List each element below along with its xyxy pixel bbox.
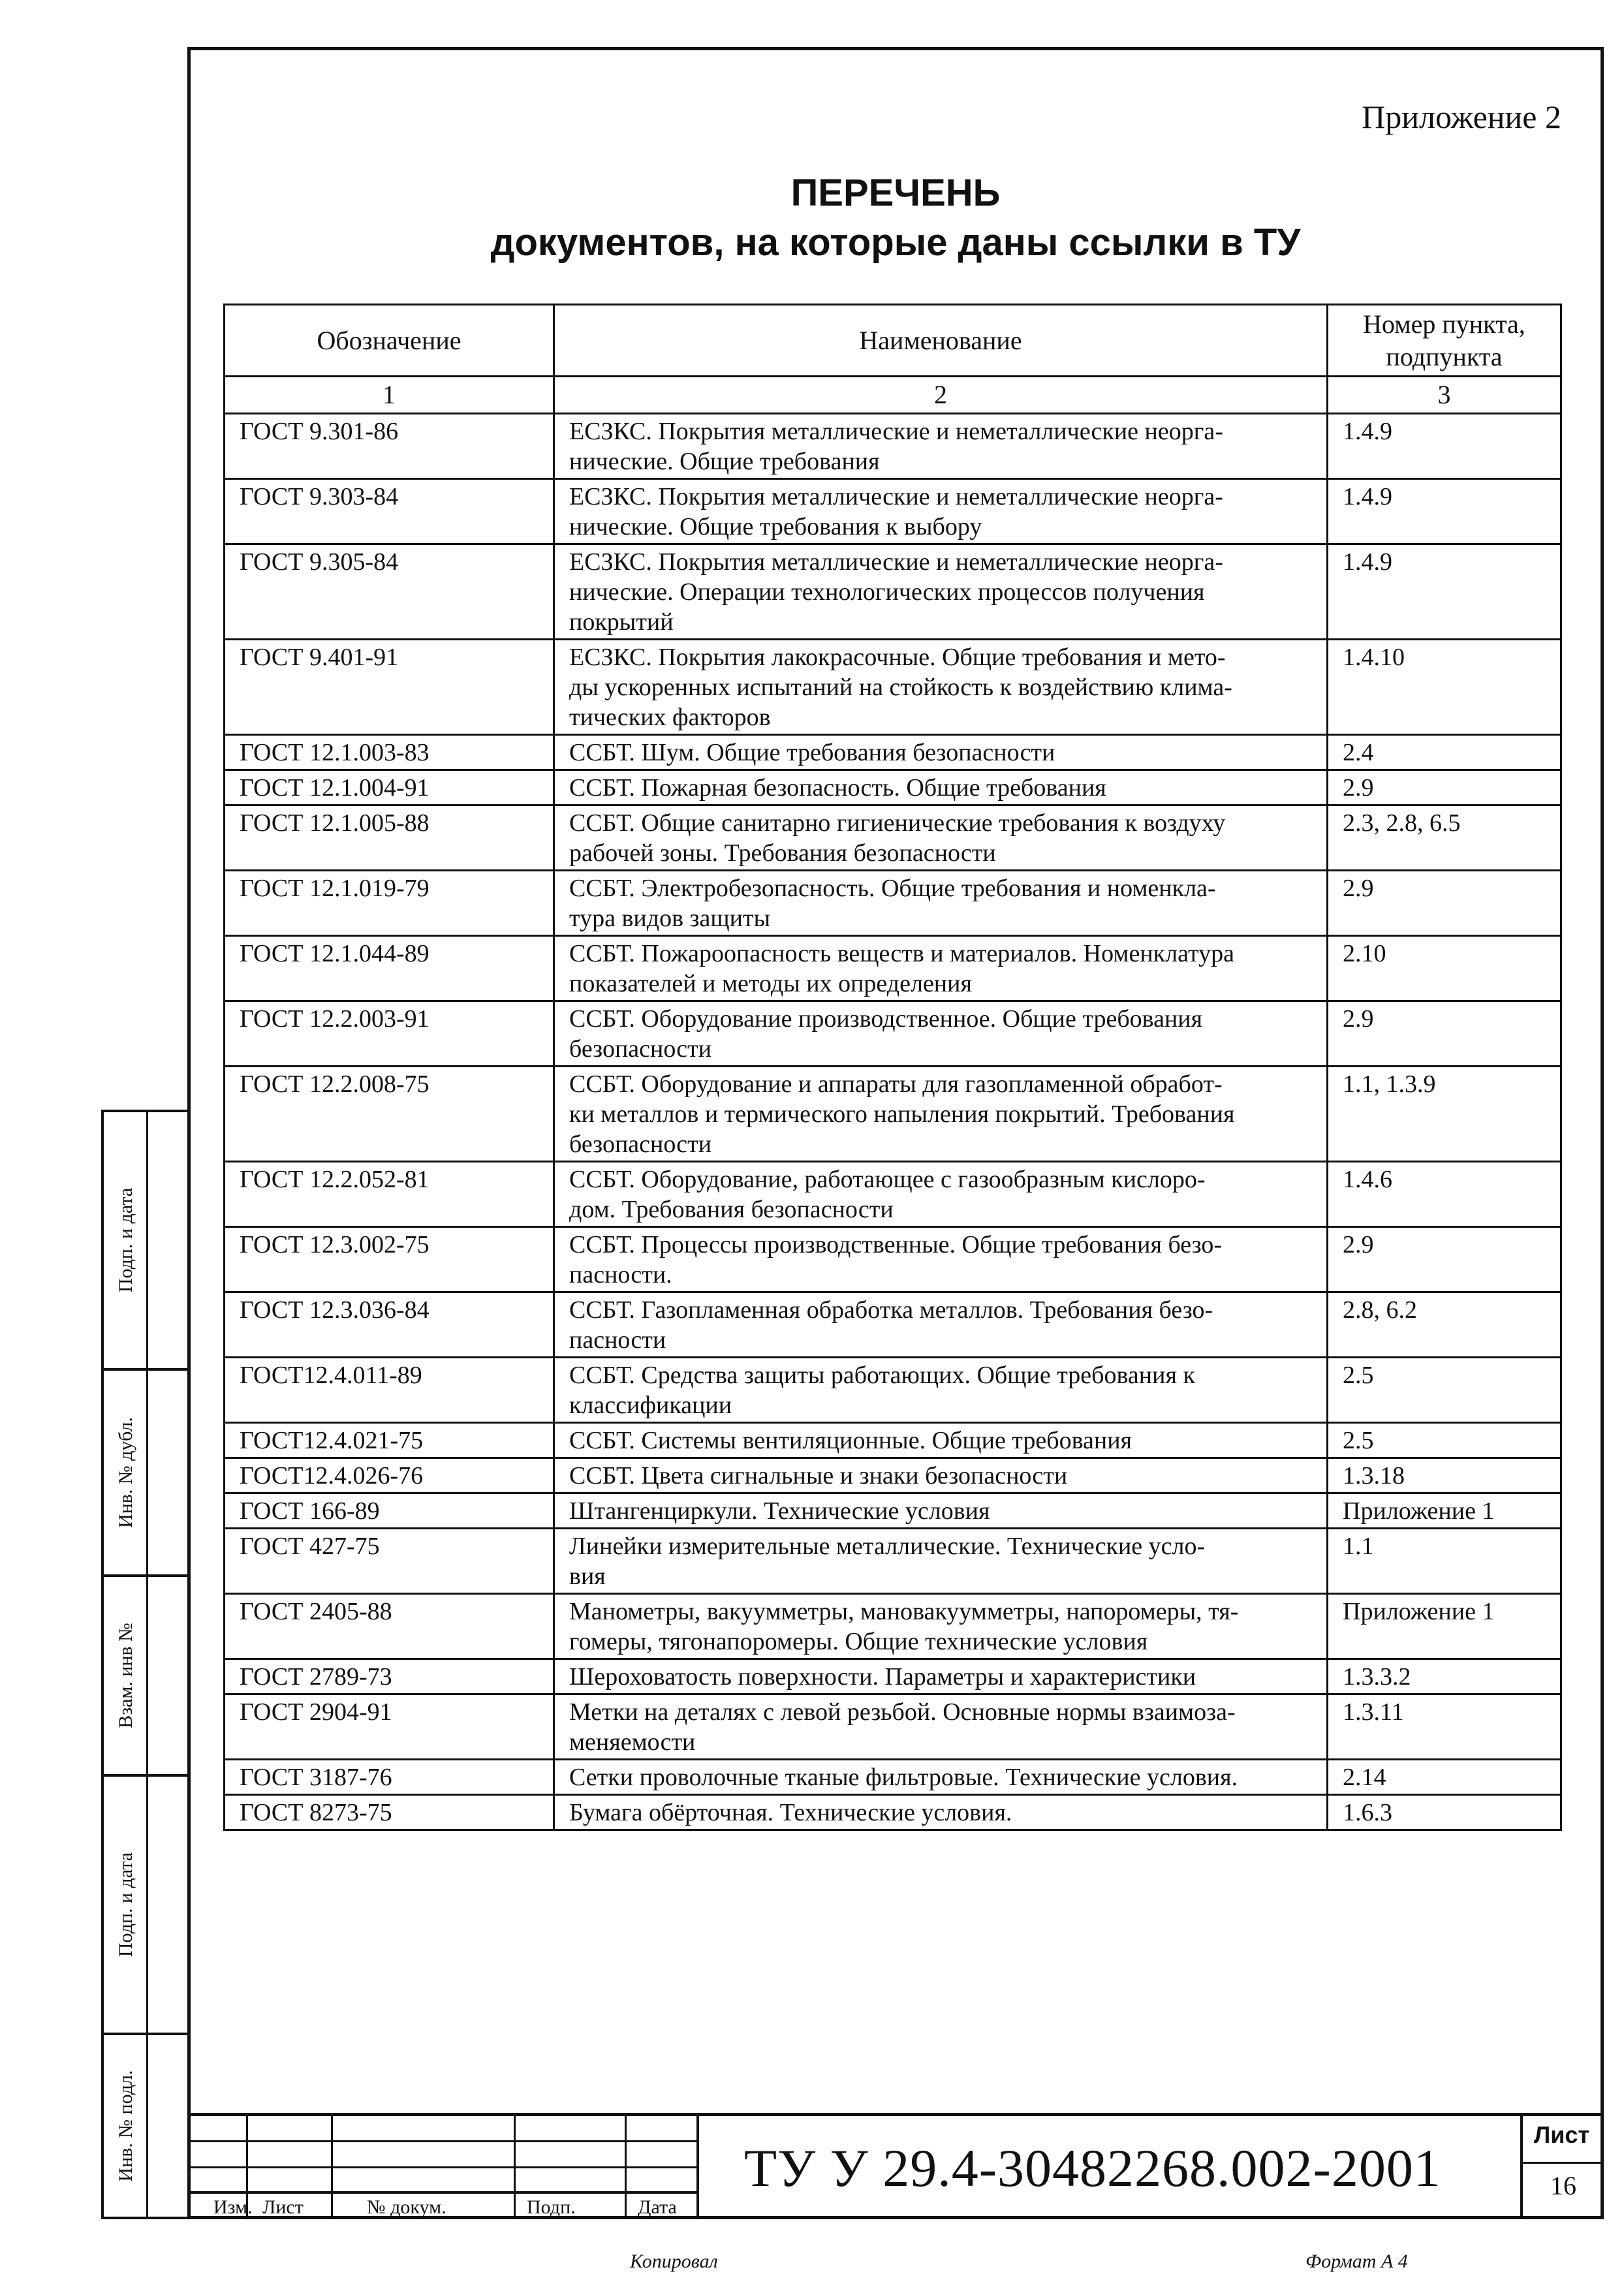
table-row [225, 544, 1561, 640]
cell-name: ССБТ. Системы вентиляционные. Общие требования [554, 1423, 1328, 1458]
cell-designation: ГОСТ 2904-91 [225, 1694, 554, 1760]
stamp-label: Взам. инв № [115, 1623, 136, 1728]
cell-item-number: 1.4.9 [1328, 479, 1561, 544]
caption-sheet: Лист [262, 2196, 304, 2218]
table-row [225, 1795, 1561, 1830]
cell-designation: ГОСТ 166-89 [225, 1493, 554, 1529]
cell-designation: ГОСТ 12.1.003-83 [225, 735, 554, 770]
cell-designation: ГОСТ 12.2.008-75 [225, 1067, 554, 1162]
table-row [225, 1458, 1561, 1493]
cell-name: ЕСЗКС. Покрытия металлические и неметаллические неорга- нические. Операции технологических процессов получения покрытий [554, 544, 1328, 640]
cell-designation: ГОСТ 12.1.019-79 [225, 871, 554, 936]
column-number: 2 [554, 377, 1328, 414]
cell-designation: ГОСТ 9.301-86 [225, 414, 554, 479]
column-number: 3 [1328, 377, 1561, 414]
cell-name: ЕСЗКС. Покрытия металлические и неметаллические неорга- нические. Общие требования к выбору [554, 479, 1328, 544]
column-number: 1 [225, 377, 554, 414]
cell-item-number: 1.6.3 [1328, 1795, 1561, 1830]
document-title: ПЕРЕЧЕНЬ [790, 172, 1001, 214]
copied-by-label: Копировал [630, 2251, 718, 2272]
stamp-cell [101, 1774, 191, 2035]
cell-designation: ГОСТ 12.2.003-91 [225, 1001, 554, 1067]
sheet-number: 16 [1550, 2171, 1576, 2200]
header-name: Наименование [554, 305, 1328, 377]
document-subtitle: документов, на которые даны ссылки в ТУ [490, 221, 1301, 264]
table-row [225, 1162, 1561, 1227]
stamp-label: Инв. № дубл. [115, 1417, 136, 1528]
table-row [225, 936, 1561, 1001]
sheet-label: Лист [1534, 2121, 1590, 2148]
cell-designation: ГОСТ 12.1.044-89 [225, 936, 554, 1001]
cell-item-number: 1.4.9 [1328, 414, 1561, 479]
cell-designation: ГОСТ 3187-76 [225, 1760, 554, 1795]
cell-designation: ГОСТ 2789-73 [225, 1659, 554, 1694]
cell-item-number: Приложение 1 [1328, 1493, 1561, 1529]
cell-designation: ГОСТ 12.3.036-84 [225, 1292, 554, 1358]
caption-signature: Подп. [527, 2196, 576, 2218]
cell-item-number: 2.3, 2.8, 6.5 [1328, 805, 1561, 871]
appendix-label: Приложение 2 [1362, 99, 1561, 135]
caption-date: Дата [638, 2196, 677, 2218]
cell-item-number: 1.4.6 [1328, 1162, 1561, 1227]
cell-item-number: 2.8, 6.2 [1328, 1292, 1561, 1358]
table-row [225, 871, 1561, 936]
table-row [225, 414, 1561, 479]
cell-item-number: 1.4.9 [1328, 544, 1561, 640]
cell-name: Бумага обёрточная. Технические условия. [554, 1795, 1328, 1830]
cell-name: ССБТ. Оборудование и аппараты для газопламенной обработ- ки металлов и термического напыления покрытий. Требования безопасности [554, 1067, 1328, 1162]
left-margin-stamp [101, 1110, 191, 2219]
cell-designation: ГОСТ12.4.011-89 [225, 1358, 554, 1423]
cell-name: ССБТ. Общие санитарно гигиенические требования к воздуху рабочей зоны. Требования безопасности [554, 805, 1328, 871]
header-item-number: Номер пункта, подпункта [1328, 305, 1561, 377]
cell-designation: ГОСТ 12.1.004-91 [225, 770, 554, 805]
table-row [225, 1694, 1561, 1760]
cell-designation: ГОСТ 12.3.002-75 [225, 1227, 554, 1292]
cell-name: ССБТ. Средства защиты работающих. Общие требования к классификации [554, 1358, 1328, 1423]
cell-item-number: 2.9 [1328, 770, 1561, 805]
caption-change: Изм. [213, 2196, 253, 2218]
table-row [225, 1493, 1561, 1529]
cell-item-number: 2.5 [1328, 1358, 1561, 1423]
table-row [225, 640, 1561, 735]
table-row [225, 1760, 1561, 1795]
table-row [225, 1001, 1561, 1067]
cell-item-number: 2.4 [1328, 735, 1561, 770]
cell-name: Шероховатость поверхности. Параметры и характеристики [554, 1659, 1328, 1694]
cell-designation: ГОСТ 12.1.005-88 [225, 805, 554, 871]
cell-item-number: 1.3.3.2 [1328, 1659, 1561, 1694]
stamp-cell [101, 1368, 191, 1577]
cell-name: Метки на деталях с левой резьбой. Основные нормы взаимоза- меняемости [554, 1694, 1328, 1760]
cell-name: ССБТ. Цвета сигнальные и знаки безопасности [554, 1458, 1328, 1493]
stamp-cell [101, 2033, 191, 2219]
caption-document-number: № докум. [367, 2196, 446, 2218]
table-row [225, 1529, 1561, 1594]
cell-designation: ГОСТ 8273-75 [225, 1795, 554, 1830]
cell-name: ССБТ. Пожароопасность веществ и материалов. Номенклатура показателей и методы их определения [554, 936, 1328, 1001]
cell-item-number: 2.9 [1328, 1227, 1561, 1292]
cell-item-number: 2.5 [1328, 1423, 1561, 1458]
cell-item-number: 2.14 [1328, 1760, 1561, 1795]
cell-item-number: 1.3.11 [1328, 1694, 1561, 1760]
cell-item-number: 2.10 [1328, 936, 1561, 1001]
table-row [225, 1659, 1561, 1694]
cell-designation: ГОСТ 9.305-84 [225, 544, 554, 640]
cell-name: ССБТ. Газопламенная обработка металлов. Требования безо- пасности [554, 1292, 1328, 1358]
format-label: Формат А 4 [1305, 2251, 1408, 2272]
cell-designation: ГОСТ 2405-88 [225, 1594, 554, 1659]
cell-name: ССБТ. Процессы производственные. Общие требования безо- пасности. [554, 1227, 1328, 1292]
stamp-label: Инв. № подл. [115, 2070, 136, 2182]
cell-designation: ГОСТ 9.401-91 [225, 640, 554, 735]
stamp-cell [101, 1574, 191, 1777]
header-designation: Обозначение [225, 305, 554, 377]
references-table [223, 304, 1562, 1831]
cell-name: ЕСЗКС. Покрытия лакокрасочные. Общие требования и мето- ды ускоренных испытаний на стойкость к воздействию клима- тических факторов [554, 640, 1328, 735]
cell-item-number: 2.9 [1328, 1001, 1561, 1067]
stamp-label: Подп. и дата [115, 1852, 136, 1958]
cell-designation: ГОСТ12.4.021-75 [225, 1423, 554, 1458]
cell-name: Линейки измерительные металлические. Технические усло- вия [554, 1529, 1328, 1594]
table-row [225, 805, 1561, 871]
table-row [225, 735, 1561, 770]
cell-item-number: 2.9 [1328, 871, 1561, 936]
cell-name: ССБТ. Электробезопасность. Общие требования и номенкла- тура видов защиты [554, 871, 1328, 936]
cell-designation: ГОСТ 12.2.052-81 [225, 1162, 554, 1227]
stamp-cell [101, 1110, 191, 1371]
cell-item-number: 1.1, 1.3.9 [1328, 1067, 1561, 1162]
table-row [225, 1067, 1561, 1162]
cell-name: ЕСЗКС. Покрытия металлические и неметаллические неорга- нические. Общие требования [554, 414, 1328, 479]
cell-name: Манометры, вакуумметры, мановакуумметры, напоромеры, тя- гомеры, тягонапоромеры. Общие технические условия [554, 1594, 1328, 1659]
cell-item-number: 1.1 [1328, 1529, 1561, 1594]
cell-name: Штангенциркули. Технические условия [554, 1493, 1328, 1529]
cell-name: ССБТ. Оборудование, работающее с газообразным кислоро- дом. Требования безопасности [554, 1162, 1328, 1227]
table-row [225, 1227, 1561, 1292]
cell-name: ССБТ. Оборудование производственное. Общие требования безопасности [554, 1001, 1328, 1067]
cell-name: ССБТ. Пожарная безопасность. Общие требования [554, 770, 1328, 805]
cell-item-number: Приложение 1 [1328, 1594, 1561, 1659]
cell-designation: ГОСТ 9.303-84 [225, 479, 554, 544]
cell-item-number: 1.4.10 [1328, 640, 1561, 735]
table-row [225, 770, 1561, 805]
table-row [225, 1358, 1561, 1423]
table-row [225, 1594, 1561, 1659]
cell-designation: ГОСТ12.4.026-76 [225, 1458, 554, 1493]
cell-name: Сетки проволочные тканые фильтровые. Технические условия. [554, 1760, 1328, 1795]
table-row [225, 479, 1561, 544]
stamp-label: Подп. и дата [115, 1187, 136, 1293]
cell-designation: ГОСТ 427-75 [225, 1529, 554, 1594]
cell-name: ССБТ. Шум. Общие требования безопасности [554, 735, 1328, 770]
table-row [225, 1292, 1561, 1358]
table-row [225, 1423, 1561, 1458]
document-designation: ТУ У 29.4-30482268.002-2001 [744, 2138, 1441, 2198]
cell-item-number: 1.3.18 [1328, 1458, 1561, 1493]
